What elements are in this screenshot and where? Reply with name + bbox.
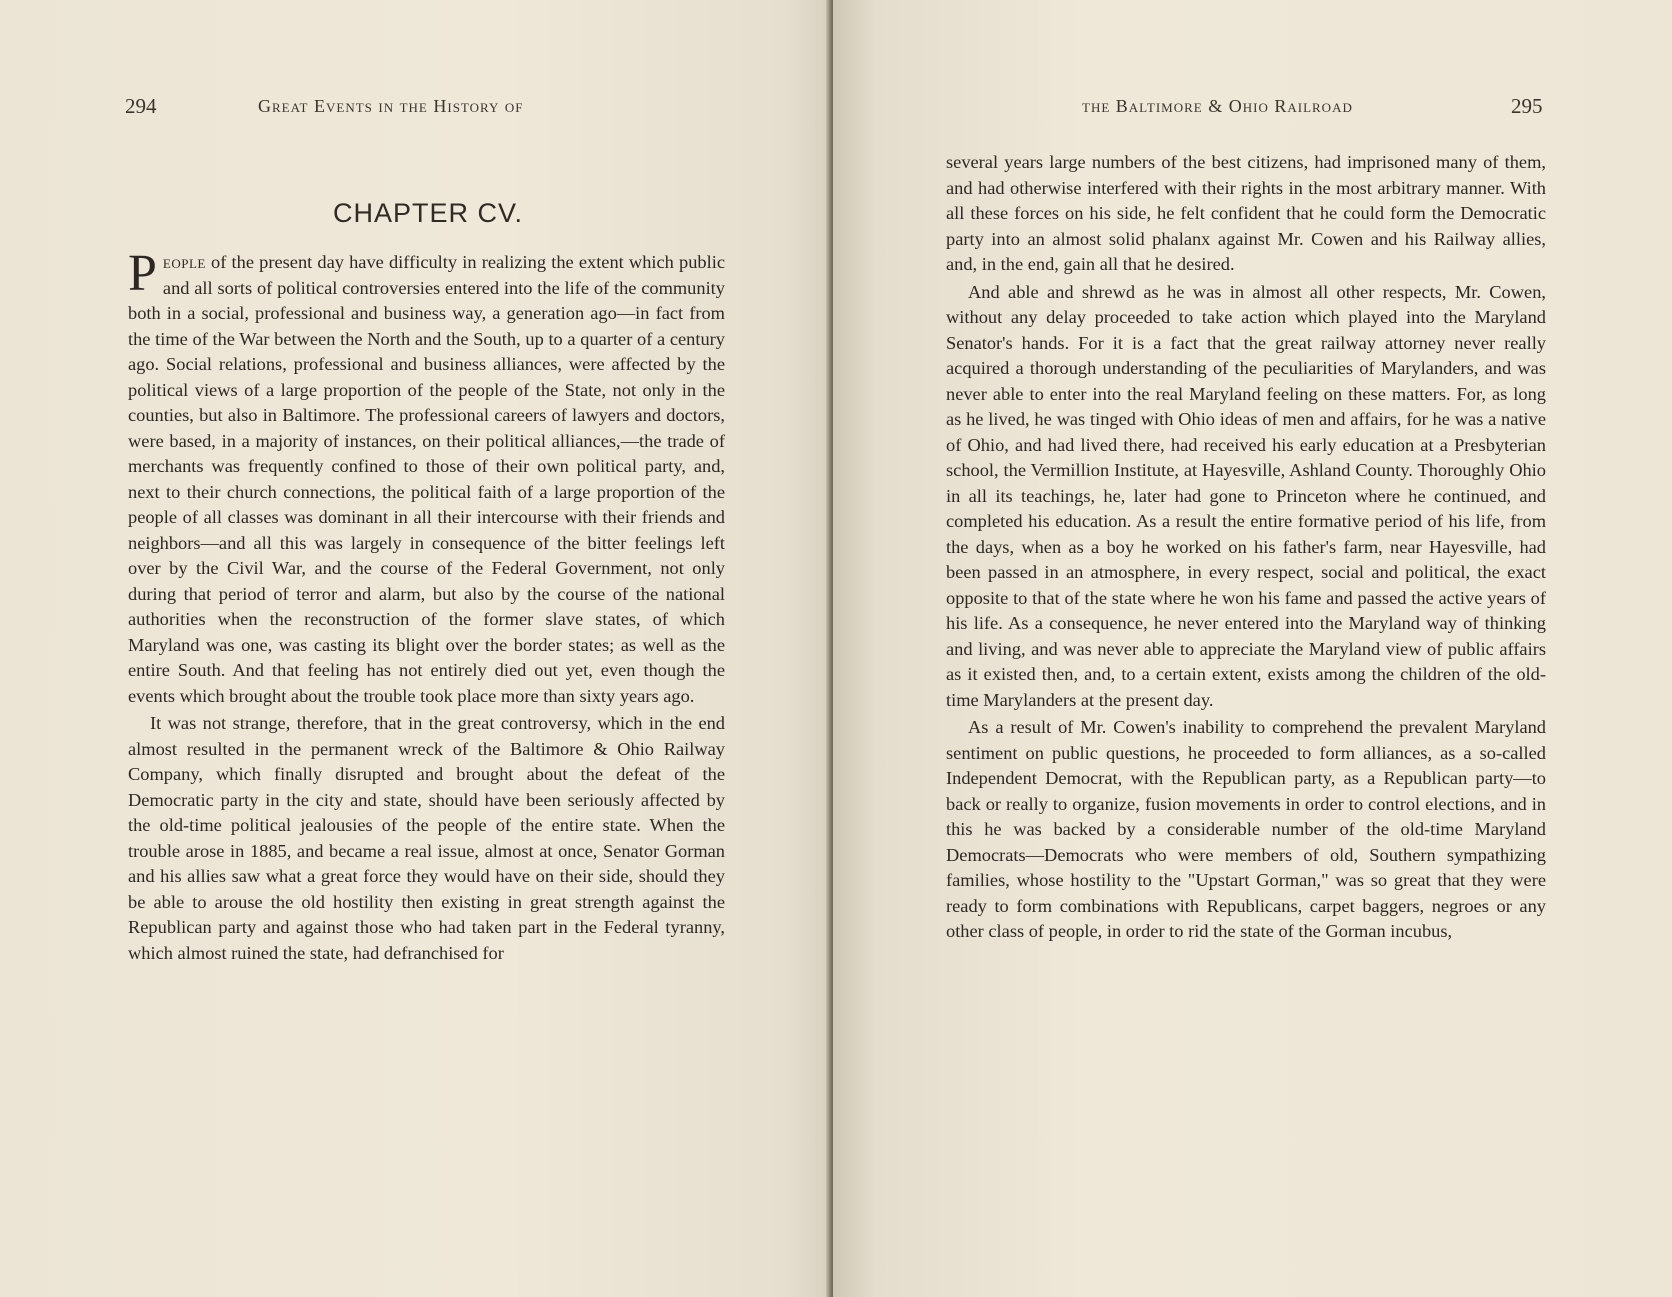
right-paragraph-1: several years large numbers of the best citizens, had imprisoned many of them, and had otherwise interfered with their rights in the most arbitrary manner. With all these forces on his side, he felt confident that he could form the Democratic party into an almost solid phalanx against Mr. Cowen and his Railway allies, and, in the end, gain all that he desired.: [946, 152, 1546, 274]
right-page-number: 295: [1511, 94, 1543, 118]
right-page: [833, 0, 1672, 1297]
left-running-head: Great Events in the History of: [258, 96, 524, 116]
left-page-number: 294: [125, 94, 157, 118]
lead-small-caps: eople: [162, 252, 206, 272]
right-paragraph-3: As a result of Mr. Cowen's inability to comprehend the prevalent Maryland sentiment on public questions, he proceeded to form alliances, as a so-called Independent Democrat, with the Republican party, as a Republican party—to back or really to organize, fusion movements in order to control elections, and in this he was backed by a considerable number of the old-time Maryland Democrats—Democrats who were members of old, Southern sympathizing families, whose hostility to the "Upstart Gorman," was so great that they were ready to form combinations with Republicans, carpet baggers, negroes or any other class of people, in order to rid the state of the Gorman incubus,: [946, 717, 1546, 941]
right-text-block: [946, 150, 1546, 945]
left-paragraph-1: [128, 245, 725, 709]
right-paragraph-2: And able and shrewd as he was in almost all other respects, Mr. Cowen, without any delay proceeded to take action which played into the Maryland Senator's hands. For it is a fact that the great railway attorney never really acquired a thorough understanding of the peculiarities of Marylanders, and was never able to enter into the real Maryland feeling on these matters. For, as long as he lived, he was tinged with Ohio ideas of men and affairs, for he was a native of Ohio, and had lived there, had received his early education at a Presbyterian school, the Vermillion Institute, at Hayesville, Ashland County. Thoroughly Ohio in all its teachings, he, later had gone to Princeton where he continued, and completed his education. As a result the entire formative period of his life, from the days, when as a boy he worked on his father's farm, near Hayesville, had been passed in an atmosphere, in every respect, social and political, the exact opposite to that of the state where he won his fame and passed the active years of his life. As a consequence, he never entered into the Maryland way of thinking and living, and was never able to appreciate the Maryland view of public affairs as it existed then, and, to a certain extent, exists among the children of the old-time Marylanders at the present day.: [946, 281, 1546, 710]
left-page: [0, 0, 833, 1297]
right-running-head: the Baltimore & Ohio Railroad: [1082, 96, 1353, 116]
drop-cap: P: [128, 245, 157, 302]
left-paragraph-2: It was not strange, therefore, that in the great controversy, which in the end almost resulted in the permanent wreck of the Baltimore & Ohio Railway Company, which finally disrupted and brought about the defeat of the Democratic party in the city and state, should have been seriously affected by the old-time political jealousies of the people of the entire state. When the trouble arose in 1885, and became a real issue, almost at once, Senator Gorman and his allies saw what a great force they would have on their side, should they be able to arouse the old hostility then existing in great strength against the Republican party and against those who had taken part in the Federal tyranny, which almost ruined the state, had defranchised for: [128, 713, 725, 963]
left-text-block: [128, 245, 725, 966]
chapter-title: CHAPTER CV.: [332, 198, 524, 228]
left-paragraph-1-text: of the present day have difficulty in realizing the extent which public and all sorts of political controversies entered into the life of the community both in a social, professional and business way, a generation ago—in fact from the time of the War between the North and the South, up to a quarter of a century ago. Social relations, professional and business alliances, were affected by the political views of a large proportion of the people of the State, not only in the counties, but also in Baltimore. The professional careers of lawyers and doctors, were based, in a majority of instances, on their political alliances,—the trade of merchants was frequently confined to those of their own political party, and, next to their church connections, the political faith of a large proportion of the people of all classes was dominant in all their intercourse with their friends and neighbors—and all this was largely in consequence of the bitter feelings left over by the Civil War, and the course of the Federal Government, not only during that period of terror and alarm, but also by the course of the national authorities when the reconstruction of the former slave states, of which Maryland was one, was casting its blight over the border states; as well as the entire South. And that feeling has not entirely died out yet, even though the events which brought about the trouble took place more than sixty years ago.: [128, 252, 725, 706]
